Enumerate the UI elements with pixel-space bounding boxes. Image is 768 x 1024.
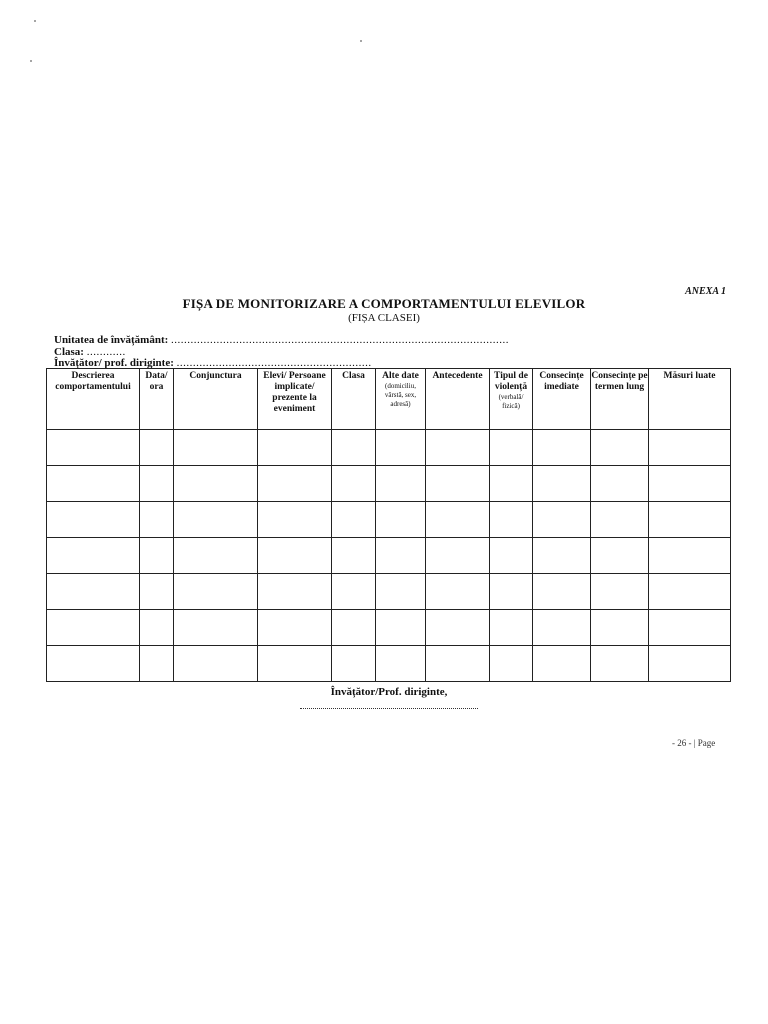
table-cell[interactable] xyxy=(490,538,533,574)
table-cell[interactable] xyxy=(258,430,332,466)
table-cell[interactable] xyxy=(47,610,140,646)
table-cell[interactable] xyxy=(140,538,174,574)
table-cell[interactable] xyxy=(426,574,490,610)
table-cell[interactable] xyxy=(533,610,591,646)
table-cell[interactable] xyxy=(140,646,174,682)
table-cell[interactable] xyxy=(591,502,649,538)
document-subtitle: (FIȘA CLASEI) xyxy=(348,312,420,324)
table-cell[interactable] xyxy=(332,430,376,466)
table-cell[interactable] xyxy=(426,610,490,646)
header-long-term-consequences: Consecințe pe termen lung xyxy=(591,369,649,430)
table-body xyxy=(47,430,731,682)
table-cell[interactable] xyxy=(47,466,140,502)
table-cell[interactable] xyxy=(591,466,649,502)
table-cell[interactable] xyxy=(258,538,332,574)
header-antecedents: Antecedente xyxy=(426,369,490,430)
annex-label: ANEXA 1 xyxy=(685,286,726,297)
header-class: Clasa xyxy=(332,369,376,430)
table-cell[interactable] xyxy=(649,646,731,682)
table-cell[interactable] xyxy=(591,610,649,646)
field-class-label: Clasa: xyxy=(54,346,84,358)
table-cell[interactable] xyxy=(533,538,591,574)
table-cell[interactable] xyxy=(258,646,332,682)
header-immediate-consequences: Consecințe imediate xyxy=(533,369,591,430)
header-other-data: Alte date (domiciliu, vârstă, sex, adresă) xyxy=(376,369,426,430)
table-row xyxy=(47,646,731,682)
table-header-row xyxy=(47,369,731,430)
table-row xyxy=(47,466,731,502)
table-cell[interactable] xyxy=(376,466,426,502)
table-cell[interactable] xyxy=(174,538,258,574)
table-cell[interactable] xyxy=(47,574,140,610)
scan-speck xyxy=(30,60,32,62)
table-cell[interactable] xyxy=(376,610,426,646)
table-cell[interactable] xyxy=(490,646,533,682)
table-cell[interactable] xyxy=(376,430,426,466)
table-row xyxy=(47,538,731,574)
table-cell[interactable] xyxy=(533,466,591,502)
field-class-blank: ............ xyxy=(86,346,126,358)
table-cell[interactable] xyxy=(140,430,174,466)
document-title: FIȘA DE MONITORIZARE A COMPORTAMENTULUI ELEVILOR xyxy=(182,296,586,311)
table-cell[interactable] xyxy=(47,646,140,682)
header-measures-taken: Măsuri luate xyxy=(649,369,731,430)
header-description: Descrierea comportamentului xyxy=(47,369,140,430)
table-cell[interactable] xyxy=(591,646,649,682)
table-cell[interactable] xyxy=(533,502,591,538)
header-context: Conjunctura xyxy=(174,369,258,430)
table-cell[interactable] xyxy=(174,430,258,466)
table-cell[interactable] xyxy=(649,502,731,538)
table-cell[interactable] xyxy=(490,430,533,466)
table-cell[interactable] xyxy=(490,502,533,538)
signature-label: Învățător/Prof. diriginte, xyxy=(330,686,448,698)
field-unit-label: Unitatea de învățământ: xyxy=(54,334,169,346)
table-cell[interactable] xyxy=(47,538,140,574)
table-cell[interactable] xyxy=(533,430,591,466)
table-cell[interactable] xyxy=(47,430,140,466)
table-cell[interactable] xyxy=(649,466,731,502)
field-unit xyxy=(54,334,509,346)
table-cell[interactable] xyxy=(533,574,591,610)
table-cell[interactable] xyxy=(140,466,174,502)
table-cell[interactable] xyxy=(426,538,490,574)
table-cell[interactable] xyxy=(376,646,426,682)
page-number: - 26 - | Page xyxy=(672,738,716,748)
table-cell[interactable] xyxy=(591,538,649,574)
scan-speck xyxy=(360,40,362,42)
table-row xyxy=(47,502,731,538)
table-cell[interactable] xyxy=(376,502,426,538)
table-cell[interactable] xyxy=(174,610,258,646)
table-cell[interactable] xyxy=(376,538,426,574)
header-violence-type: Tipul de violență (verbală/ fizică) xyxy=(490,369,533,430)
table-cell[interactable] xyxy=(332,538,376,574)
table-cell[interactable] xyxy=(490,466,533,502)
header-violence-type-note: (verbală/ fizică) xyxy=(498,393,524,410)
table-cell[interactable] xyxy=(649,610,731,646)
table-cell[interactable] xyxy=(649,538,731,574)
table-cell[interactable] xyxy=(332,574,376,610)
table-cell[interactable] xyxy=(649,574,731,610)
field-teacher-label: Învățător/ prof. diriginte: xyxy=(54,357,174,369)
table-cell[interactable] xyxy=(649,430,731,466)
scan-speck xyxy=(34,20,36,22)
table-cell[interactable] xyxy=(591,430,649,466)
header-date-time: Data/ ora xyxy=(140,369,174,430)
field-unit-blank: ........................................................................................................ xyxy=(171,334,510,346)
table-cell[interactable] xyxy=(332,466,376,502)
table-cell[interactable] xyxy=(332,502,376,538)
table-cell[interactable] xyxy=(591,574,649,610)
table-cell[interactable] xyxy=(332,610,376,646)
table-cell[interactable] xyxy=(426,646,490,682)
table-cell[interactable] xyxy=(140,610,174,646)
table-cell[interactable] xyxy=(258,574,332,610)
table-cell[interactable] xyxy=(258,466,332,502)
monitoring-table xyxy=(46,368,731,682)
table-cell[interactable] xyxy=(426,430,490,466)
table-cell[interactable] xyxy=(490,610,533,646)
table-cell[interactable] xyxy=(174,646,258,682)
table-cell[interactable] xyxy=(140,502,174,538)
table-row xyxy=(47,610,731,646)
table-cell[interactable] xyxy=(490,574,533,610)
table-cell[interactable] xyxy=(376,574,426,610)
field-teacher-blank: ............................................................ xyxy=(176,357,372,369)
table-cell[interactable] xyxy=(426,466,490,502)
table-cell[interactable] xyxy=(533,646,591,682)
table-cell[interactable] xyxy=(258,502,332,538)
table-cell[interactable] xyxy=(174,502,258,538)
signature-line[interactable] xyxy=(300,706,478,709)
table-cell[interactable] xyxy=(426,502,490,538)
table-cell[interactable] xyxy=(174,466,258,502)
table-cell[interactable] xyxy=(332,646,376,682)
table-cell[interactable] xyxy=(258,610,332,646)
table-cell[interactable] xyxy=(174,574,258,610)
header-other-data-note: (domiciliu, vârstă, sex, adresă) xyxy=(384,382,417,408)
table-row xyxy=(47,430,731,466)
table-cell[interactable] xyxy=(140,574,174,610)
header-persons-involved: Elevi/ Persoane implicate/ prezente la eveniment xyxy=(258,369,332,430)
table-row xyxy=(47,574,731,610)
table-cell[interactable] xyxy=(47,502,140,538)
